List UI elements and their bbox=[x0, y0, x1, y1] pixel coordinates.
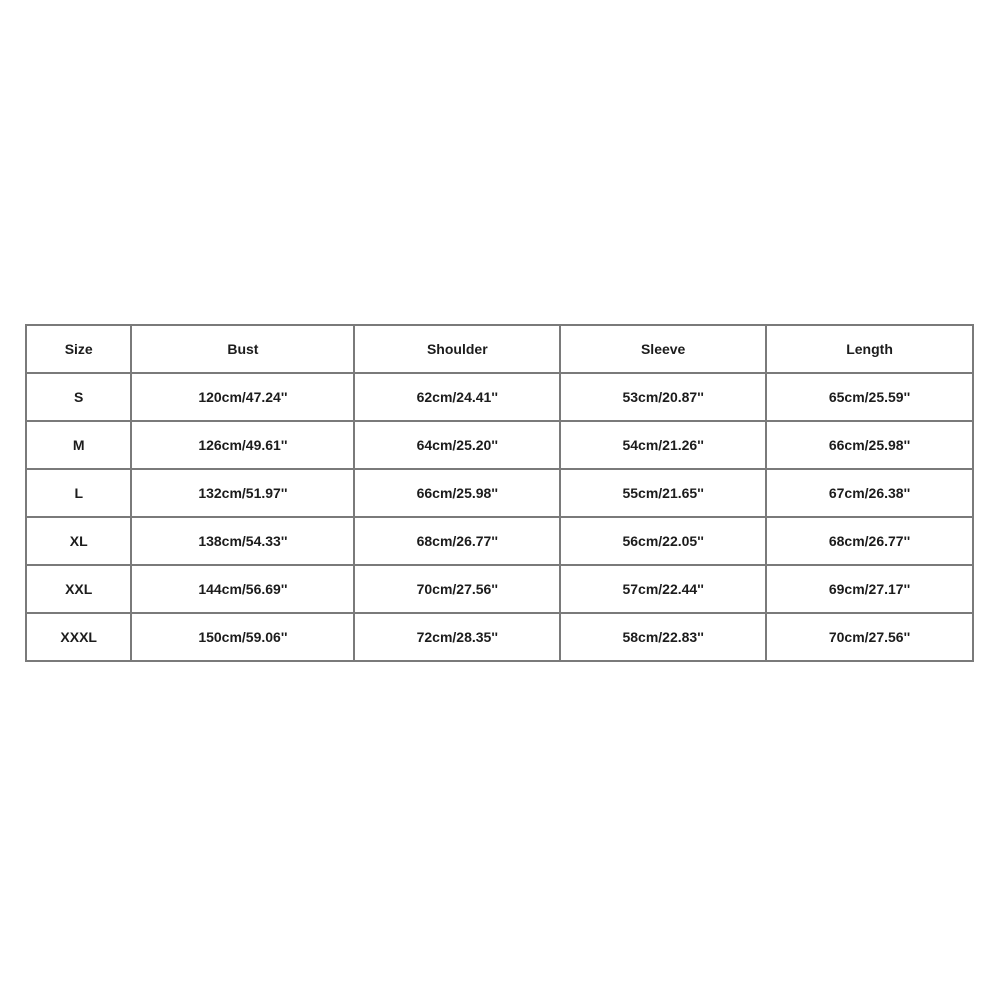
cell-shoulder: 64cm/25.20'' bbox=[354, 421, 560, 469]
cell-sleeve: 54cm/21.26'' bbox=[560, 421, 766, 469]
table-row bbox=[26, 517, 973, 565]
cell-sleeve: 56cm/22.05'' bbox=[560, 517, 766, 565]
header-length: Length bbox=[766, 325, 973, 373]
cell-size: XXL bbox=[26, 565, 131, 613]
cell-bust: 126cm/49.61'' bbox=[131, 421, 354, 469]
header-size: Size bbox=[26, 325, 131, 373]
header-shoulder: Shoulder bbox=[354, 325, 560, 373]
cell-length: 67cm/26.38'' bbox=[766, 469, 973, 517]
cell-size: XL bbox=[26, 517, 131, 565]
cell-bust: 150cm/59.06'' bbox=[131, 613, 354, 661]
cell-size: L bbox=[26, 469, 131, 517]
cell-shoulder: 66cm/25.98'' bbox=[354, 469, 560, 517]
cell-bust: 138cm/54.33'' bbox=[131, 517, 354, 565]
cell-bust: 144cm/56.69'' bbox=[131, 565, 354, 613]
cell-sleeve: 57cm/22.44'' bbox=[560, 565, 766, 613]
table-header-row bbox=[26, 325, 973, 373]
cell-size: XXXL bbox=[26, 613, 131, 661]
table-row bbox=[26, 469, 973, 517]
cell-length: 69cm/27.17'' bbox=[766, 565, 973, 613]
cell-size: M bbox=[26, 421, 131, 469]
cell-sleeve: 58cm/22.83'' bbox=[560, 613, 766, 661]
cell-shoulder: 70cm/27.56'' bbox=[354, 565, 560, 613]
header-sleeve: Sleeve bbox=[560, 325, 766, 373]
cell-bust: 120cm/47.24'' bbox=[131, 373, 354, 421]
size-chart-table bbox=[25, 324, 974, 662]
cell-length: 68cm/26.77'' bbox=[766, 517, 973, 565]
cell-shoulder: 68cm/26.77'' bbox=[354, 517, 560, 565]
cell-sleeve: 53cm/20.87'' bbox=[560, 373, 766, 421]
cell-length: 65cm/25.59'' bbox=[766, 373, 973, 421]
cell-length: 66cm/25.98'' bbox=[766, 421, 973, 469]
cell-length: 70cm/27.56'' bbox=[766, 613, 973, 661]
cell-shoulder: 72cm/28.35'' bbox=[354, 613, 560, 661]
cell-sleeve: 55cm/21.65'' bbox=[560, 469, 766, 517]
table-row bbox=[26, 421, 973, 469]
table-row bbox=[26, 565, 973, 613]
cell-shoulder: 62cm/24.41'' bbox=[354, 373, 560, 421]
header-bust: Bust bbox=[131, 325, 354, 373]
cell-size: S bbox=[26, 373, 131, 421]
cell-bust: 132cm/51.97'' bbox=[131, 469, 354, 517]
table-row bbox=[26, 613, 973, 661]
table-row bbox=[26, 373, 973, 421]
